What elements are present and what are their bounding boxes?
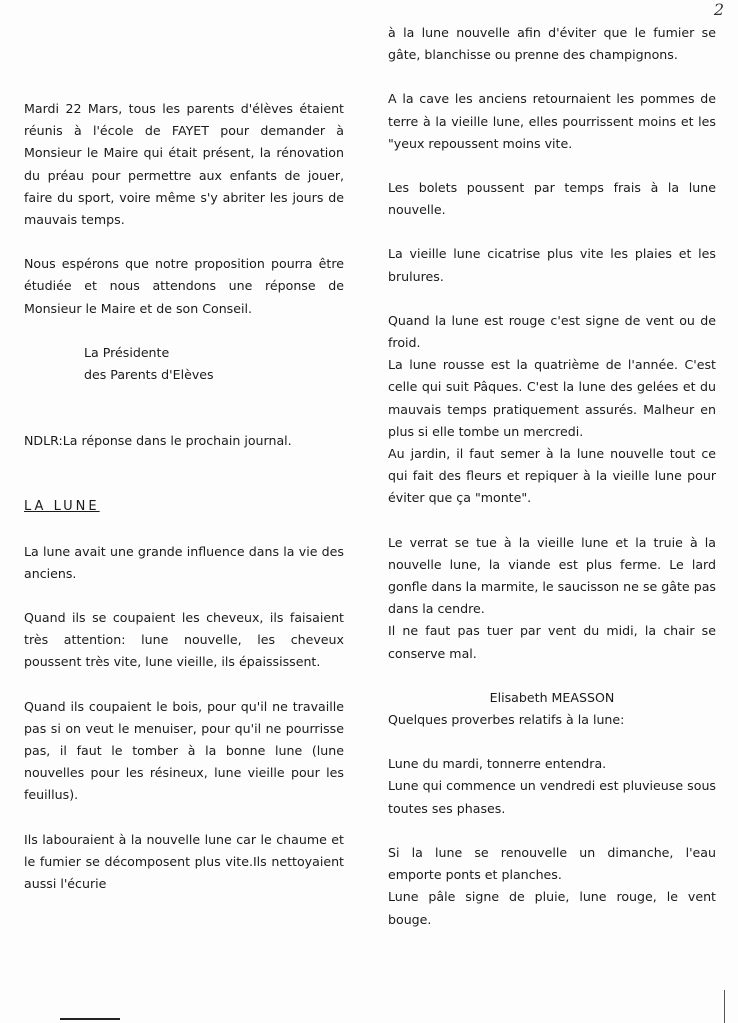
ndlr-note: NDLR:La réponse dans le prochain journal.: [24, 433, 292, 449]
right-paragraph-2: A la cave les anciens retournaient les pommes de terre à la vieille lune, elles pourrissent moins et les "yeux repoussent moins vite.: [388, 91, 716, 151]
intro-paragraph: Mardi 22 Mars, tous les parents d'élèves étaient réunis à l'école de FAYET pour demander à Monsieur le Maire qui était présent, la rénovation du préau pour permettre aux enfants de jouer, faire du sport, voire même s'y abriter les jours de mauvais temps.: [24, 101, 344, 228]
left-column: [24, 98, 344, 895]
signature-title: La Présidente: [84, 344, 170, 360]
right-paragraph-7: Au jardin, il faut semer à la lune nouvelle tout ce qui fait des fleurs et repiquer à la vieille lune pour éviter que ça "monte".: [388, 446, 716, 506]
bottom-rule: [60, 1018, 120, 1020]
signature-org: des Parents d'Elèves: [84, 367, 214, 383]
right-paragraph-6: La lune rousse est la quatrième de l'année. C'est celle qui suit Pâques. C'est la lune des gelées et du mauvais temps pratiquement assurés. Malheur en plus si elle tombe un mercredi.: [388, 357, 716, 439]
proverb-1: Lune du mardi, tonnerre entendra.: [388, 756, 607, 772]
right-paragraph-1: à la lune nouvelle afin d'éviter que le fumier se gâte, blanchisse ou prenne des champignons.: [388, 25, 716, 63]
section-title: LA LUNE: [24, 499, 100, 515]
proposal-paragraph: Nous espérons que notre proposition pourra être étudiée et nous attendons une réponse de Monsieur le Maire et de son Conseil.: [24, 256, 344, 316]
author-name: Elisabeth MEASSON: [489, 689, 615, 705]
moon-paragraph-1: La lune avait une grande influence dans la vie des anciens.: [24, 543, 344, 581]
proverb-2: Lune qui commence un vendredi est pluvieuse sous toutes ses phases.: [388, 778, 716, 816]
proverb-3: Si la lune se renouvelle un dimanche, l'eau emporte ponts et planches.: [388, 844, 716, 883]
right-paragraph-3: Les bolets poussent par temps frais à la lune nouvelle.: [388, 180, 716, 218]
page-edge-mark: [724, 990, 725, 1023]
right-paragraph-9: Il ne faut pas tuer par vent du midi, la chair se conserve mal.: [388, 623, 716, 661]
moon-paragraph-4: Ils labouraient à la nouvelle lune car le chaume et le fumier se décomposent plus vite.Ils nettoyaient aussi l'écurie: [24, 831, 344, 892]
proverb-4: Lune pâle signe de pluie, lune rouge, le vent bouge.: [388, 889, 716, 927]
right-paragraph-4: La vieille lune cicatrise plus vite les plaies et les brulures.: [388, 246, 716, 284]
moon-paragraph-2: Quand ils se coupaient les cheveux, ils faisaient très attention: lune nouvelle, les cheveux poussent très vite, lune vieille, ils épaississent.: [24, 610, 344, 670]
proverbs-intro: Quelques proverbes relatifs à la lune:: [388, 712, 625, 728]
moon-paragraph-3: Quand ils coupaient le bois, pour qu'il ne travaille pas si on veut le menuiser, pour qu'il ne pourrisse pas, il faut le tomber à la bonne lune (lune nouvelles pour les résineux, lune vieille pour les feuillus).: [24, 698, 344, 803]
page-number: 2: [713, 0, 724, 19]
right-paragraph-5: Quand la lune est rouge c'est signe de vent ou de froid.: [388, 312, 716, 351]
right-column: [388, 22, 716, 931]
right-paragraph-8: Le verrat se tue à la vieille lune et la truie à la nouvelle lune, la viande est plus ferme. Le lard gonfle dans la marmite, le saucisson ne se gâte pas dans la cendre.: [388, 534, 716, 617]
